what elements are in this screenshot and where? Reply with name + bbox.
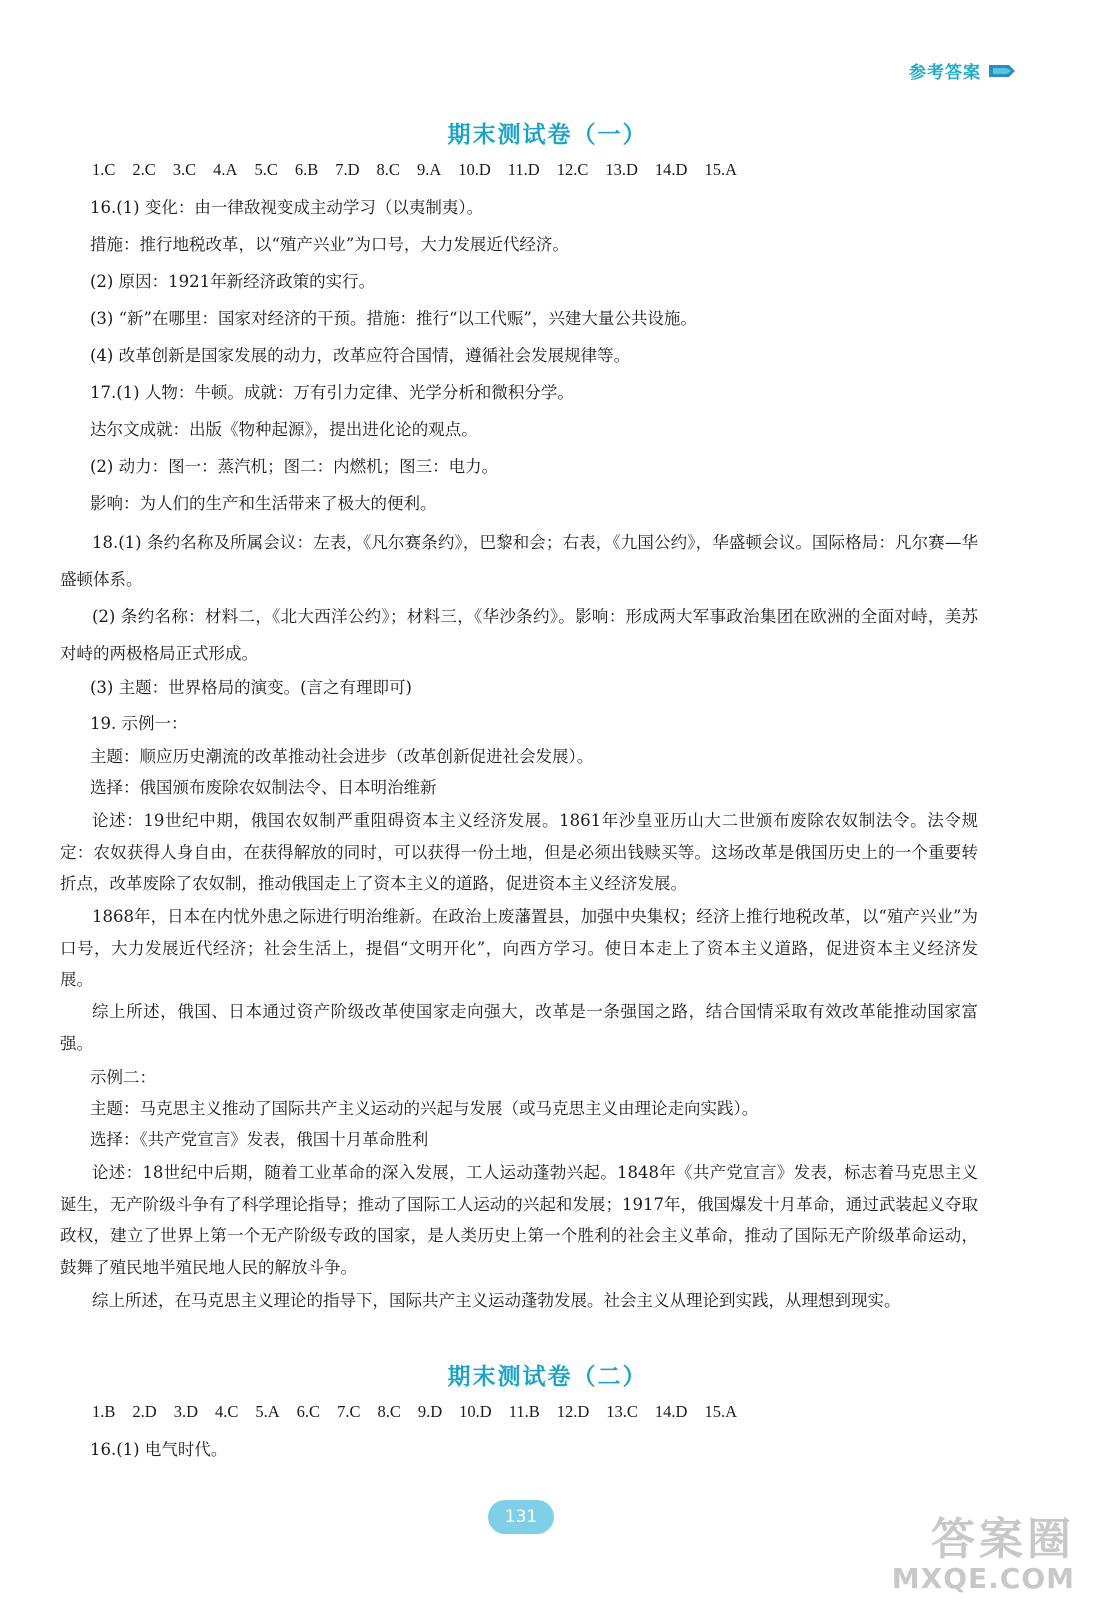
answer: 14.D	[654, 160, 688, 179]
q19-heading: 19. 示例一：	[90, 714, 188, 733]
answer: 11.B	[508, 1402, 540, 1421]
answer: 6.C	[296, 1402, 321, 1421]
answer: 4.A	[213, 160, 238, 179]
header-label: 参考答案	[909, 63, 981, 83]
answer-line: 17.(1) 人物：牛顿。成就：万有引力定律、光学分析和微积分学。	[90, 383, 574, 402]
answer: 5.A	[255, 1402, 280, 1421]
watermark-line1: 答案圈	[931, 1514, 1075, 1565]
header-tag	[909, 58, 1017, 83]
answer: 10.D	[459, 1402, 492, 1421]
answer: 12.D	[556, 1402, 590, 1421]
example2-theme: 主题：马克思主义推动了国际共产主义运动的兴起与发展（或马克思主义由理论走向实践）。	[90, 1099, 759, 1118]
answer: 7.C	[337, 1402, 361, 1421]
example2-para1: 论述：18世纪中后期，随着工业革命的深入发展，工人运动蓬勃兴起。1848年《共产党宣言》发表，标志着马克思主义诞生，无产阶级斗争有了科学理论指导；推动了国际工人运动的兴起和发展；1917年，俄国爆发十月革命，通过武装起义夺取政权，建立了世界上第一个无产阶级专政的国家，是人类历史上第一个胜利的社会主义革命，推动了国际无产阶级革命运动，鼓舞了殖民地半殖民地人民的解放斗争。	[60, 1163, 978, 1277]
answer: 3.C	[172, 160, 197, 179]
watermark-line2: MXQE.COM	[891, 1562, 1075, 1595]
example1-theme: 主题：顺应历史潮流的改革推动社会进步（改革创新促进社会发展）。	[90, 747, 594, 766]
answer-line: 措施：推行地税改革，以“殖产兴业”为口号，大力发展近代经济。	[90, 235, 569, 254]
answer: 11.D	[507, 160, 540, 179]
answer-line: (2) 原因：1921年新经济政策的实行。	[90, 272, 376, 291]
example2-choice: 选择：《共产党宣言》发表，俄国十月革命胜利	[90, 1130, 429, 1149]
page-number: 131	[488, 1500, 554, 1534]
answer: 15.A	[704, 1402, 737, 1421]
answer-line: (4) 改革创新是国家发展的动力，改革应符合国情，遵循社会发展规律等。	[90, 346, 631, 365]
answer: 9.D	[417, 1402, 443, 1421]
answer: 14.D	[654, 1402, 688, 1421]
answer: 5.C	[254, 160, 278, 179]
answer: 1.B	[92, 1402, 116, 1421]
answer-line: 达尔文成就：出版《物种起源》，提出进化论的观点。	[90, 420, 478, 439]
section2-q16: 16.(1) 电气时代。	[90, 1440, 228, 1459]
answer: 12.C	[556, 160, 589, 179]
answer: 10.D	[458, 160, 491, 179]
q18-part3: (3) 主题：世界格局的演变。(言之有理即可)	[90, 678, 412, 697]
answer: 4.C	[214, 1402, 239, 1421]
answer: 13.D	[605, 160, 638, 179]
example2-para2: 综上所述，在马克思主义理论的指导下，国际共产主义运动蓬勃发展。社会主义从理论到实践，从理想到现实。	[92, 1291, 901, 1310]
example2-heading: 示例二：	[90, 1068, 156, 1087]
answer: 8.C	[376, 160, 400, 179]
answer: 13.C	[606, 1402, 638, 1421]
header-arrow-icon	[987, 61, 1017, 81]
answer: 7.D	[335, 160, 360, 179]
answer-row-2	[92, 1402, 754, 1422]
answer: 1.C	[92, 160, 116, 179]
answer-line: 16.(1) 变化：由一律敌视变成主动学习（以夷制夷）。	[90, 198, 484, 217]
example1-para3: 综上所述，俄国、日本通过资产阶级改革使国家走向强大，改革是一条强国之路，结合国情采取有效改革能推动国家富强。	[60, 1002, 978, 1053]
answer: 3.D	[173, 1402, 198, 1421]
answer: 9.A	[416, 160, 442, 179]
answer-line: (3) “新”在哪里：国家对经济的干预。措施：推行“以工代赈”，兴建大量公共设施。	[90, 309, 697, 328]
answer-line: (2) 动力：图一：蒸汽机；图二：内燃机；图三：电力。	[90, 457, 499, 476]
section-title-1: 期末测试卷（一）	[447, 121, 648, 148]
answer: 8.C	[377, 1402, 401, 1421]
answer: 2.C	[132, 160, 156, 179]
answer: 15.A	[704, 160, 737, 179]
answer-row-1	[92, 160, 754, 180]
example1-para2: 1868年，日本在内忧外患之际进行明治维新。在政治上废藩置县，加强中央集权；经济上推行地税改革，以“殖产兴业”为口号，大力发展近代经济；社会生活上，提倡“文明开化”，向西方学习。使日本走上了资本主义道路，促进资本主义经济发展。	[60, 907, 978, 989]
example1-choice: 选择：俄国颁布废除农奴制法令、日本明治维新	[90, 778, 437, 797]
watermark	[892, 1516, 1075, 1594]
q18-part2: (2) 条约名称：材料二，《北大西洋公约》；材料三，《华沙条约》。影响：形成两大军事政治集团在欧洲的全面对峙，美苏对峙的两极格局正式形成。	[60, 607, 978, 663]
example1-para1: 论述：19世纪中期，俄国农奴制严重阻碍资本主义经济发展。1861年沙皇亚历山大二世颁布废除农奴制法令。法令规定：农奴获得人身自由，在获得解放的同时，可以获得一份土地，但是必须出钱赎买等。这场改革是俄国历史上的一个重要转折点，改革废除了农奴制，推动俄国走上了资本主义的道路，促进资本主义经济发展。	[60, 811, 978, 893]
answer: 2.D	[132, 1402, 157, 1421]
q18-part1: 18.(1) 条约名称及所属会议：左表，《凡尔赛条约》，巴黎和会；右表，《九国公约》，华盛顿会议。国际格局：凡尔赛—华盛顿体系。	[60, 533, 978, 589]
section-title-2: 期末测试卷（二）	[447, 1363, 648, 1390]
answer: 6.B	[294, 160, 319, 179]
answer-line: 影响：为人们的生产和生活带来了极大的便利。	[90, 494, 437, 513]
